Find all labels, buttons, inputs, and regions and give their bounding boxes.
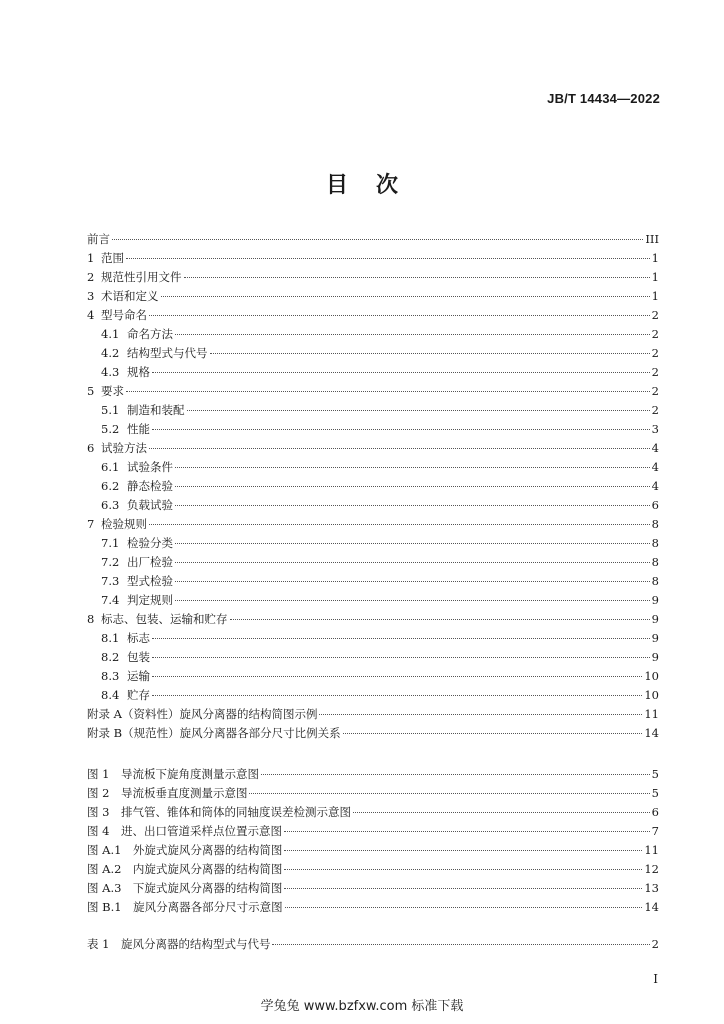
toc-entry-text: 制造和装配: [127, 403, 185, 417]
footer-watermark: 学兔兔 www.bzfxw.com 标准下载: [260, 999, 464, 1014]
toc-entry-page: 5: [651, 767, 659, 781]
toc-entry-label: [87, 705, 317, 724]
toc-entry-number: 8.2: [101, 650, 120, 664]
page-number: I: [653, 972, 658, 986]
toc-entry-text: 检验规则: [101, 517, 147, 531]
toc-entry-label: [87, 439, 147, 458]
toc-entry-label: [87, 648, 150, 667]
toc-entry-text: 图 A.3 下旋式旋风分离器的结构简图: [87, 881, 283, 895]
toc-entry-page: 5: [651, 786, 659, 800]
toc-entry-text: 图 B.1 旋风分离器各部分尺寸示意图: [87, 900, 283, 914]
toc-entry-number: 8.3: [101, 669, 120, 683]
toc-entry-page: 10: [644, 669, 659, 683]
toc-entry-label: [87, 515, 147, 534]
toc-entry-page: 9: [651, 650, 659, 664]
toc-entry-number: 8.1: [101, 631, 120, 645]
toc-entry[interactable]: [87, 803, 659, 822]
toc-entry[interactable]: [87, 477, 659, 496]
toc-entry-number: 3: [87, 289, 95, 303]
toc-entry-label: [87, 803, 351, 822]
toc-entry[interactable]: [87, 230, 659, 249]
toc-entry-text: 附录 A（资料性）旋风分离器的结构简图示例: [87, 707, 318, 721]
dot-leader: [249, 793, 649, 794]
toc-entry[interactable]: [87, 249, 659, 268]
toc-entry-number: 8: [87, 612, 95, 626]
toc-entry-page: 1: [651, 251, 659, 265]
toc-entry-text: 规范性引用文件: [101, 270, 182, 284]
toc-entry-label: [87, 879, 282, 898]
dot-leader: [152, 695, 642, 696]
toc-entry-text: 负载试验: [127, 498, 173, 512]
toc-entry[interactable]: [87, 822, 659, 841]
dot-leader: [152, 429, 650, 430]
toc-entry-page: 4: [651, 479, 659, 493]
toc-entry-label: [87, 249, 124, 268]
toc-entry-page: 6: [651, 805, 659, 819]
toc-entry-text: 标志: [127, 631, 150, 645]
toc-entry-text: 试验方法: [101, 441, 147, 455]
toc-entry-number: 6: [87, 441, 95, 455]
toc-entry[interactable]: [87, 553, 659, 572]
toc-entry-page: 4: [651, 441, 659, 455]
toc-entry-page: 13: [644, 881, 659, 895]
toc-entry-number: 1: [87, 251, 95, 265]
toc-entry-page: 2: [651, 365, 659, 379]
toc-entry-page: 8: [651, 536, 659, 550]
toc-entry-text: 要求: [101, 384, 124, 398]
dot-leader: [175, 486, 650, 487]
dot-leader: [284, 831, 650, 832]
toc-entry-label: [87, 724, 341, 743]
toc-entry-text: 试验条件: [127, 460, 173, 474]
toc-entry-page: 2: [651, 327, 659, 341]
toc-entry-label: [87, 629, 150, 648]
toc-entry-number: 6.1: [101, 460, 120, 474]
dot-leader: [152, 638, 650, 639]
toc-entry-text: 判定规则: [127, 593, 173, 607]
toc-entry-number: 7.2: [101, 555, 120, 569]
toc-entry-number: 4.1: [101, 327, 120, 341]
toc-entry[interactable]: [87, 420, 659, 439]
toc-entry-text: 包装: [127, 650, 150, 664]
toc-entry[interactable]: [87, 439, 659, 458]
toc-entry[interactable]: [87, 306, 659, 325]
dot-leader: [187, 410, 650, 411]
toc-entry-number: 7.4: [101, 593, 120, 607]
toc-entry-label: [87, 363, 150, 382]
toc-entry-page: 3: [651, 422, 659, 436]
dot-leader: [152, 657, 650, 658]
toc-entry-text: 规格: [127, 365, 150, 379]
toc-entry-text: 型号命名: [101, 308, 147, 322]
toc-entry[interactable]: [87, 287, 659, 306]
toc-entry-number: 2: [87, 270, 95, 284]
toc-entry-text: 标志、包装、运输和贮存: [101, 612, 228, 626]
toc-entry[interactable]: [87, 841, 659, 860]
dot-leader: [175, 334, 650, 335]
toc-tables: [87, 935, 659, 954]
dot-leader: [126, 391, 650, 392]
toc-entry-page: III: [645, 232, 659, 246]
dot-leader: [152, 372, 650, 373]
standard-code: JB/T 14434—2022: [547, 91, 660, 106]
toc-entry-text: 结构型式与代号: [127, 346, 208, 360]
toc-entry-label: [87, 496, 173, 515]
toc-entry[interactable]: [87, 860, 659, 879]
dot-leader: [343, 733, 643, 734]
dot-leader: [284, 869, 642, 870]
toc-entry-number: 7.1: [101, 536, 120, 550]
toc-entry-label: [87, 784, 247, 803]
toc-entry[interactable]: [87, 325, 659, 344]
toc-entry-text: 检验分类: [127, 536, 173, 550]
toc-entry-label: [87, 553, 173, 572]
toc-entry-label: [87, 860, 282, 879]
toc-entry-label: [87, 898, 283, 917]
toc-entry[interactable]: [87, 515, 659, 534]
dot-leader: [319, 714, 642, 715]
toc-entry[interactable]: [87, 879, 659, 898]
toc-entry-page: 10: [644, 688, 659, 702]
toc-entry-page: 2: [651, 346, 659, 360]
toc-entry-label: [87, 841, 282, 860]
toc-entry-page: 14: [644, 726, 659, 740]
toc-entry[interactable]: [87, 401, 659, 420]
dot-leader: [175, 505, 650, 506]
dot-leader: [285, 907, 643, 908]
toc-entry[interactable]: [87, 705, 659, 724]
toc-entry[interactable]: [87, 724, 659, 743]
toc-entry-number: 8.4: [101, 688, 120, 702]
toc-entry-label: [87, 765, 259, 784]
toc-entry[interactable]: [87, 648, 659, 667]
toc-entry-label: [87, 935, 270, 954]
toc-entry-label: [87, 686, 150, 705]
dot-leader: [175, 581, 650, 582]
toc-entry[interactable]: [87, 935, 659, 954]
toc-entry[interactable]: [87, 268, 659, 287]
toc-entry-text: 图 4 进、出口管道采样点位置示意图: [87, 824, 282, 838]
toc-entry-page: 11: [644, 843, 659, 857]
toc-entry-page: 8: [651, 517, 659, 531]
toc-entry[interactable]: [87, 610, 659, 629]
toc-entry-label: [87, 420, 150, 439]
toc-entry-text: 静态检验: [127, 479, 173, 493]
toc-entry-label: [87, 458, 173, 477]
dot-leader: [210, 353, 650, 354]
dot-leader: [152, 676, 642, 677]
toc-entry[interactable]: [87, 572, 659, 591]
toc-entry-text: 图 A.2 内旋式旋风分离器的结构简图: [87, 862, 283, 876]
toc-entry-text: 范围: [101, 251, 124, 265]
dot-leader: [175, 467, 650, 468]
toc-entry[interactable]: [87, 496, 659, 515]
toc-entry-number: 6.2: [101, 479, 120, 493]
toc-entry-label: [87, 534, 173, 553]
toc-entry-label: [87, 287, 159, 306]
dot-leader: [149, 315, 650, 316]
toc-entry-page: 11: [644, 707, 659, 721]
toc-entry-page: 2: [651, 403, 659, 417]
toc-entry-text: 图 1 导流板下旋角度测量示意图: [87, 767, 259, 781]
toc-entry-number: 5.1: [101, 403, 120, 417]
toc-entry-page: 8: [651, 574, 659, 588]
toc-entry-text: 性能: [127, 422, 150, 436]
toc-entry-label: [87, 382, 124, 401]
toc-entry-number: 4: [87, 308, 95, 322]
dot-leader: [261, 774, 650, 775]
toc-entry-text: 表 1 旋风分离器的结构型式与代号: [87, 937, 271, 951]
dot-leader: [175, 543, 650, 544]
toc-entry[interactable]: [87, 667, 659, 686]
toc-entry-page: 6: [651, 498, 659, 512]
dot-leader: [126, 258, 650, 259]
toc-entry-page: 4: [651, 460, 659, 474]
dot-leader: [175, 600, 650, 601]
toc-entry[interactable]: [87, 382, 659, 401]
dot-leader: [353, 812, 650, 813]
toc-entry[interactable]: [87, 591, 659, 610]
toc-figures: [87, 765, 659, 917]
toc-entry-page: 7: [651, 824, 659, 838]
toc-entry-page: 12: [644, 862, 659, 876]
toc-entry-page: 1: [651, 270, 659, 284]
dot-leader: [272, 944, 649, 945]
toc-entry-page: 14: [644, 900, 659, 914]
toc-entry-page: 2: [651, 937, 659, 951]
toc-entry-number: 6.3: [101, 498, 120, 512]
toc-entry-label: [87, 477, 173, 496]
toc-entry-label: [87, 230, 110, 249]
toc-entry-number: 7.3: [101, 574, 120, 588]
toc-entry-label: [87, 610, 228, 629]
toc-entry-label: [87, 822, 282, 841]
dot-leader: [230, 619, 650, 620]
toc-entry-page: 2: [651, 308, 659, 322]
toc-entry-label: [87, 591, 173, 610]
toc-entry[interactable]: [87, 458, 659, 477]
toc-entry-page: 9: [651, 593, 659, 607]
toc-entry[interactable]: [87, 629, 659, 648]
toc-entry-text: 图 2 导流板垂直度测量示意图: [87, 786, 248, 800]
toc-entry[interactable]: [87, 534, 659, 553]
toc-entry-label: [87, 325, 173, 344]
page-title: 目次: [325, 173, 426, 198]
toc-entry-text: 附录 B（规范性）旋风分离器各部分尺寸比例关系: [87, 726, 341, 740]
dot-leader: [284, 850, 642, 851]
toc-entry[interactable]: [87, 765, 659, 784]
toc-entry-label: [87, 306, 147, 325]
toc-entry-text: 术语和定义: [101, 289, 159, 303]
toc-sections: [87, 230, 659, 743]
toc-entry-text: 运输: [127, 669, 150, 683]
toc-entry[interactable]: [87, 363, 659, 382]
dot-leader: [284, 888, 642, 889]
dot-leader: [184, 277, 650, 278]
toc-entry-page: 1: [651, 289, 659, 303]
toc-entry-text: 型式检验: [127, 574, 173, 588]
dot-leader: [112, 239, 643, 240]
toc-entry-page: 9: [651, 631, 659, 645]
toc-entry-text: 出厂检验: [127, 555, 173, 569]
toc-entry-number: 4.3: [101, 365, 120, 379]
dot-leader: [149, 524, 650, 525]
toc-entry-number: 5: [87, 384, 95, 398]
dot-leader: [161, 296, 650, 297]
toc-entry-page: 9: [651, 612, 659, 626]
toc-entry-number: 4.2: [101, 346, 120, 360]
toc-entry-label: [87, 667, 150, 686]
dot-leader: [149, 448, 650, 449]
toc-entry[interactable]: [87, 784, 659, 803]
toc-entry[interactable]: [87, 898, 659, 917]
toc-entry-label: [87, 572, 173, 591]
toc-entry-label: [87, 344, 208, 363]
toc-entry-number: 5.2: [101, 422, 120, 436]
toc-entry-text: 图 A.1 外旋式旋风分离器的结构简图: [87, 843, 283, 857]
toc-entry-page: 8: [651, 555, 659, 569]
toc-entry-text: 前言: [87, 232, 110, 246]
toc-entry-label: [87, 401, 185, 420]
toc-entry-text: 贮存: [127, 688, 150, 702]
toc-entry-number: 7: [87, 517, 95, 531]
toc-entry-page: 2: [651, 384, 659, 398]
toc-entry[interactable]: [87, 686, 659, 705]
toc-entry-label: [87, 268, 182, 287]
toc-entry-text: 图 3 排气管、锥体和筒体的同轴度误差检测示意图: [87, 805, 351, 819]
toc-entry[interactable]: [87, 344, 659, 363]
toc-entry-text: 命名方法: [127, 327, 173, 341]
dot-leader: [175, 562, 650, 563]
